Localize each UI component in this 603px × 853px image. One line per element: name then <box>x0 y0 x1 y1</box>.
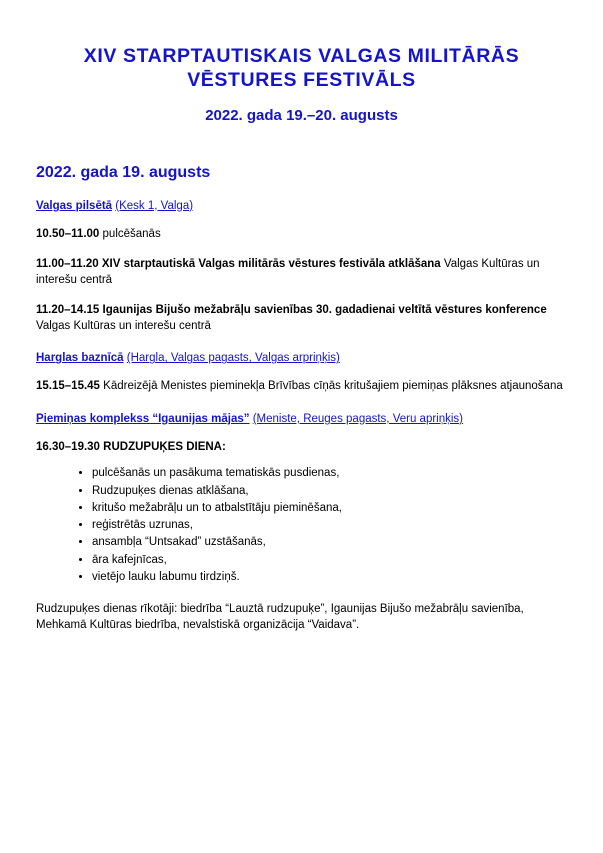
schedule-entry <box>36 257 567 288</box>
entry-time: 10.50–11.00 <box>36 227 100 240</box>
venue-address: (Hargla, Valgas pagasts, Valgas arpriņķis) <box>126 352 340 365</box>
schedule-entry <box>36 379 567 395</box>
entry-text: Valgas Kultūras un interešu centrā <box>36 319 211 332</box>
page-title: XIV STARPTAUTISKAIS VALGAS MILITĀRĀS VĒSTURES FESTIVĀLS <box>83 45 520 92</box>
venue-valga <box>36 200 567 212</box>
section-date-heading: 2022. gada 19. augusts <box>36 163 211 181</box>
schedule-entry <box>36 227 567 243</box>
list-item: • reģistrētās uzrunas, <box>92 517 567 534</box>
entry-bold-text: RUDZUPUĶES DIENA: <box>99 440 226 453</box>
entry-time: 11.00–11.20 <box>36 258 99 271</box>
list-item: • kritušo mežabrāļu un to atbalstītāju pieminēšana, <box>92 500 567 517</box>
entry-time: 11.20–14.15 <box>36 304 100 317</box>
list-item: • vietējo lauku labumu tirdziņš. <box>92 569 567 586</box>
entry-text: Valgas Kultūras un interešu centrā <box>36 258 540 286</box>
page-subtitle: 2022. gada 19.–20. augusts <box>205 106 398 124</box>
list-item: • Rudzupuķes dienas atklāšana, <box>92 483 567 500</box>
organizers-note: Rudzupuķes dienas rīkotāji: biedrība “Lauztā rudzupuķe”, Igaunijas Bijušo mežabrāļu savienība, Mehkamā Kultūras biedrība, nevalstiskā organizācija “Vaidava”. <box>36 603 524 631</box>
entry-text: Kādreizējā Menistes pieminekļa Brīvības cīņās kritušajiem piemiņas plāksnes atjaunošana <box>99 380 563 393</box>
title-block <box>36 44 567 124</box>
entry-bold-text: XIV starptautiskā Valgas militārās vēstures festivāla atklāšana <box>98 258 441 271</box>
venue-hargla <box>36 352 567 364</box>
venue-name: Valgas pilsētā <box>36 199 113 212</box>
venue-name: Harglas baznīcā <box>36 352 124 365</box>
entry-bold-text: Igaunijas Bijušo mežabrāļu savienības 30. gadadienai veltītā vēstures konference <box>99 304 547 317</box>
venue-igaunijas-majas <box>36 413 567 425</box>
venue-name: Piemiņas komplekss “Igaunijas mājas” <box>36 412 250 425</box>
list-item: • pulcēšanās un pasākuma tematiskās pusdienas, <box>92 465 567 482</box>
entry-time: 16.30–19.30 <box>36 440 100 453</box>
schedule-entry <box>36 440 567 456</box>
venue-address: (Meniste, Reuges pagasts, Veru apriņķis) <box>252 412 463 425</box>
schedule-entry <box>36 303 567 334</box>
entry-time: 15.15–15.45 <box>36 380 100 393</box>
entry-text: pulcēšanās <box>99 227 161 240</box>
list-item: • āra kafejnīcas, <box>92 552 567 569</box>
program-bullet-list <box>36 465 567 586</box>
list-item: • ansambļa “Untsakad” uzstāšanās, <box>92 534 567 551</box>
venue-address: (Kesk 1, Valga) <box>115 199 194 212</box>
